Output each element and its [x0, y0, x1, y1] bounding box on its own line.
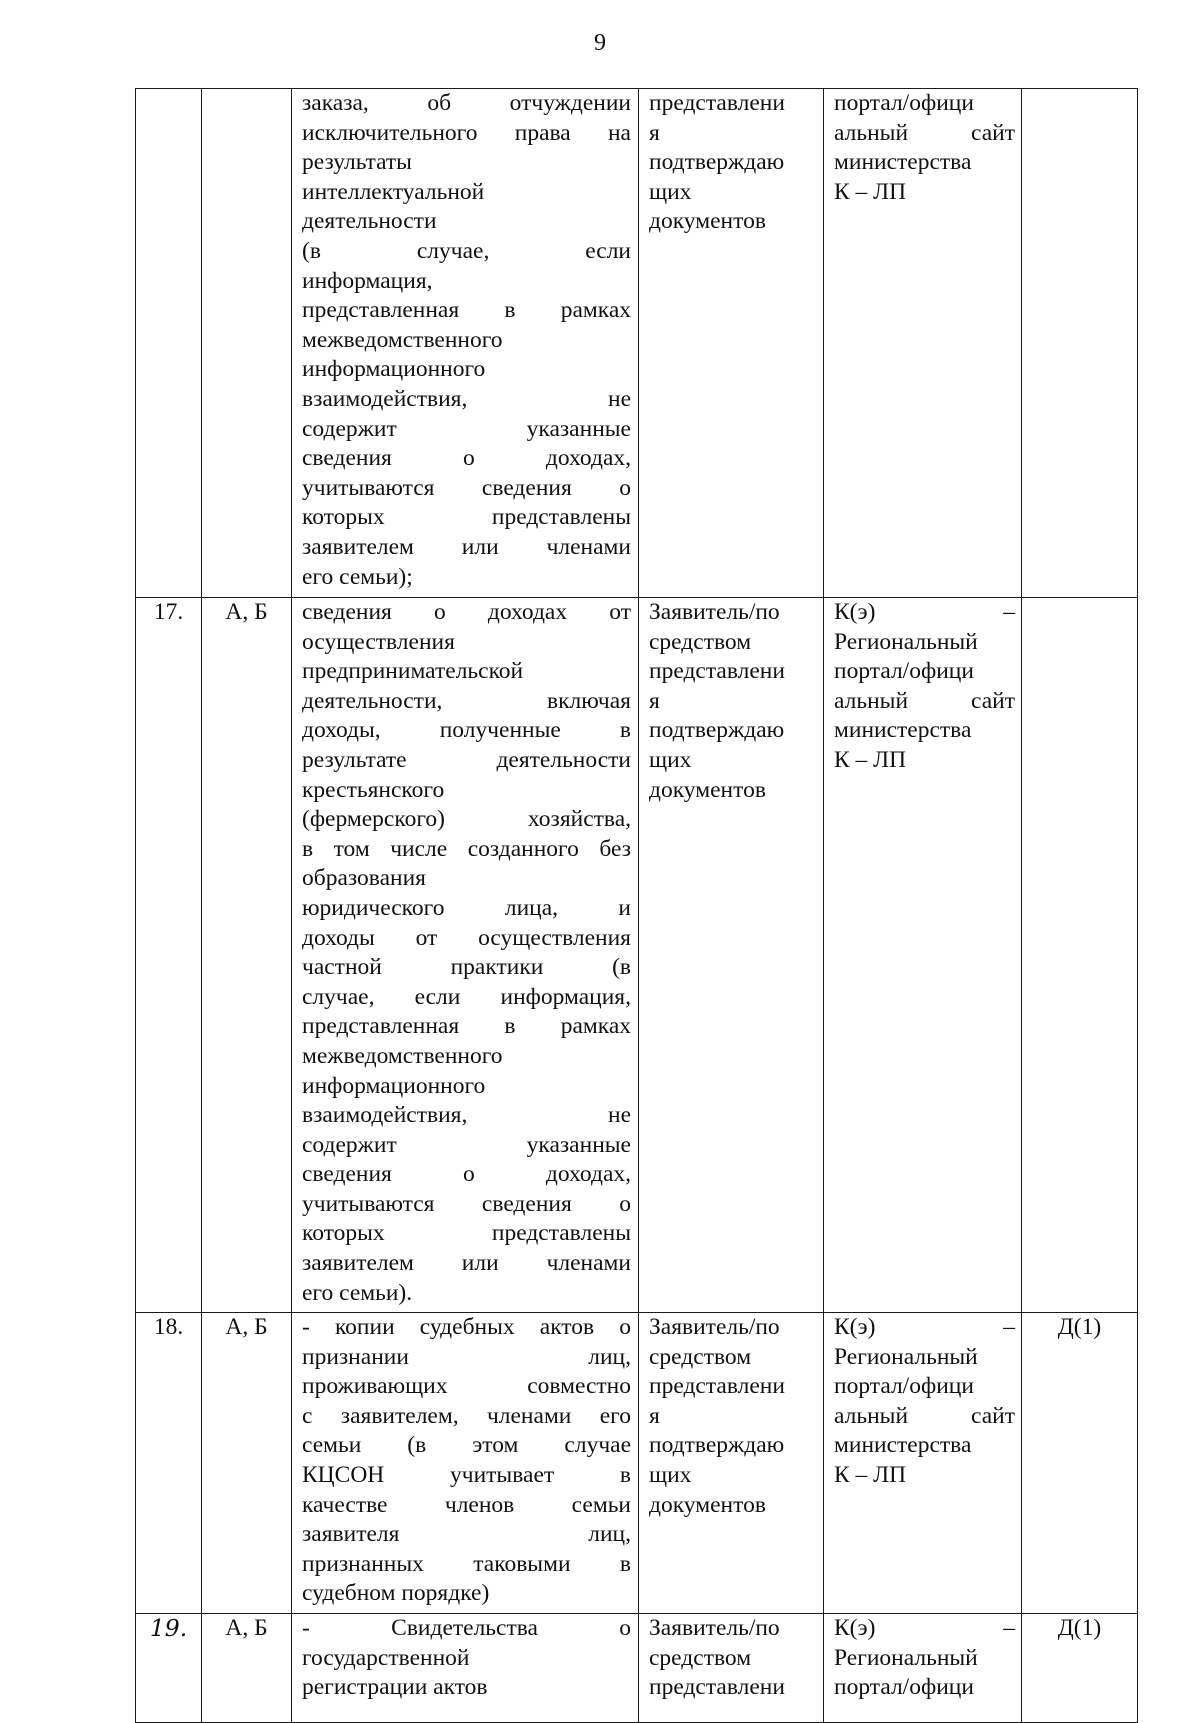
note-cell [1022, 89, 1138, 598]
cell-text-line: средством [649, 1644, 752, 1671]
submitter-cell [639, 1614, 824, 1723]
cell-text-line: министерства [834, 717, 972, 744]
cell-text-line: результате деятельности [302, 746, 631, 773]
cell-text-line: альный сайт [834, 687, 1015, 714]
cell-text-line: сведения о доходах от [302, 599, 631, 625]
cell-text-line: заявителем или членами [302, 533, 631, 560]
cell-text-line: портал/офици [834, 90, 974, 116]
description-cell [292, 1313, 639, 1614]
cell-text-line: подтверждаю [649, 149, 785, 176]
method-cell [824, 1313, 1022, 1614]
cell-text-line: его семьи). [302, 1279, 413, 1306]
cell-text-line: которых представлены [302, 1220, 631, 1247]
cell-text-line: документов [649, 1491, 766, 1518]
document-table [135, 88, 1138, 1723]
table-row [136, 1614, 1138, 1723]
submitter-cell [639, 598, 824, 1313]
cell-text-line: Заявитель/по [649, 1314, 780, 1340]
cell-text-line: судебном порядке) [302, 1580, 490, 1607]
cell-text-line: учитываются сведения о [302, 474, 631, 501]
description-cell [292, 1614, 639, 1723]
cell-text-line: результаты [302, 149, 412, 176]
cell-text-line: Региональный [834, 1644, 978, 1671]
cell-text-line: доходы, полученные в [302, 717, 631, 744]
cell-text-line: подтверждаю [649, 1432, 785, 1459]
cell-text-line: К(э) – [834, 599, 1015, 625]
cell-text-line: министерства [834, 1432, 972, 1459]
cell-text-line: щих [649, 746, 692, 773]
cell-text-line: юридического лица, и [302, 894, 631, 921]
cell-text-line: Заявитель/по [649, 1615, 780, 1641]
cell-text-line: альный сайт [834, 1402, 1015, 1429]
cell-text-line: интеллектуальной [302, 178, 485, 205]
cell-text-line: заявителя лиц, [302, 1521, 631, 1548]
cell-text-line: сведения о доходах, [302, 445, 631, 472]
method-cell [824, 89, 1022, 598]
cell-text-line: я [649, 687, 660, 714]
cell-text-line: заявителем или членами [302, 1250, 631, 1277]
cell-text-line: я [649, 119, 660, 146]
table-row [136, 598, 1138, 1313]
cell-text-line: представленная в рамках [302, 1013, 631, 1040]
cell-text-line: информация, [302, 267, 433, 294]
cell-text-line: содержит указанные [302, 1131, 631, 1158]
cell-text-line: доходы от осуществления [302, 924, 631, 951]
cell-text-line: которых представлены [302, 504, 631, 531]
cell-text-line: его семьи); [302, 563, 413, 590]
cell-text-line: регистрации актов [302, 1674, 488, 1701]
submitter-cell [639, 89, 824, 598]
cell-text-line: представлени [649, 1373, 785, 1400]
cell-text-line: предпринимательской [302, 658, 524, 685]
note-cell: Д(1) [1022, 1313, 1138, 1614]
cell-text-line: качестве членов семьи [302, 1491, 631, 1518]
cell-text-line: государственной [302, 1644, 470, 1671]
cell-text-line: портал/офици [834, 1373, 974, 1400]
cell-text-line: заказа, об отчуждении [302, 90, 631, 116]
table-row [136, 89, 1138, 598]
cell-text-line: К – ЛП [834, 746, 907, 773]
cell-text-line: взаимодействия, не [302, 385, 631, 412]
cell-text-line: средством [649, 628, 752, 655]
cell-text-line: деятельности, включая [302, 687, 631, 714]
cell-text-line: информационного [302, 1072, 486, 1099]
category-cell: А, Б [202, 1614, 292, 1723]
row-number-cell: 18. [136, 1313, 202, 1614]
cell-text-line: признании лиц, [302, 1343, 631, 1370]
row-number-cell: 17. [136, 598, 202, 1313]
cell-text-line: К(э) – [834, 1314, 1015, 1340]
cell-text-line: (в случае, если [302, 237, 631, 264]
cell-text-line: представлени [649, 90, 785, 116]
cell-text-line: образования [302, 865, 426, 892]
description-cell [292, 598, 639, 1313]
cell-text-line: - копии судебных актов о [302, 1314, 631, 1340]
cell-text-line: крестьянского [302, 776, 445, 803]
cell-text-line: представлени [649, 658, 785, 685]
cell-text-line: альный сайт [834, 119, 1015, 146]
cell-text-line: документов [649, 776, 766, 803]
cell-text-line: с заявителем, членами его [302, 1402, 631, 1429]
cell-text-line: КЦСОН учитывает в [302, 1461, 631, 1488]
cell-text-line: межведомственного [302, 326, 503, 353]
cell-text-line: портал/офици [834, 1674, 974, 1701]
cell-text-line: подтверждаю [649, 717, 785, 744]
row-number-cell [136, 89, 202, 598]
description-cell [292, 89, 639, 598]
cell-text-line: К(э) – [834, 1615, 1015, 1641]
page-number: 9 [594, 30, 606, 56]
cell-text-line: министерства [834, 149, 972, 176]
method-cell [824, 598, 1022, 1313]
cell-text-line: семьи (в этом случае [302, 1432, 631, 1459]
cell-text-line: признанных таковыми в [302, 1550, 631, 1577]
cell-text-line: содержит указанные [302, 415, 631, 442]
table-row [136, 1313, 1138, 1614]
cell-text-line: средством [649, 1343, 752, 1370]
note-cell [1022, 598, 1138, 1313]
cell-text-line: деятельности [302, 208, 437, 235]
cell-text-line: случае, если информация, [302, 983, 631, 1010]
category-cell: А, Б [202, 598, 292, 1313]
cell-text-line: взаимодействия, не [302, 1102, 631, 1129]
cell-text-line: К – ЛП [834, 178, 907, 205]
cell-text-line: проживающих совместно [302, 1373, 631, 1400]
category-cell [202, 89, 292, 598]
method-cell [824, 1614, 1022, 1723]
cell-text-line: (фермерского) хозяйства, [302, 806, 631, 833]
cell-text-line: - Свидетельства о [302, 1615, 631, 1641]
cell-text-line: документов [649, 208, 766, 235]
cell-text-line: исключительного права на [302, 119, 631, 146]
note-cell: Д(1) [1022, 1614, 1138, 1723]
cell-text-line: щих [649, 1461, 692, 1488]
cell-text-line: представленная в рамках [302, 297, 631, 324]
submitter-cell [639, 1313, 824, 1614]
cell-text-line: учитываются сведения о [302, 1190, 631, 1217]
cell-text-line: портал/офици [834, 658, 974, 685]
cell-text-line: сведения о доходах, [302, 1161, 631, 1188]
cell-text-line: межведомственного [302, 1042, 503, 1069]
cell-text-line: Заявитель/по [649, 599, 780, 625]
cell-text-line: частной практики (в [302, 954, 631, 981]
cell-text-line: Региональный [834, 1343, 978, 1370]
cell-text-line: осуществления [302, 628, 455, 655]
cell-text-line: в том числе созданного без [302, 835, 631, 862]
cell-text-line: щих [649, 178, 692, 205]
cell-text-line: представлени [649, 1674, 785, 1701]
row-number-cell: 19. [136, 1614, 202, 1723]
cell-text-line: Региональный [834, 628, 978, 655]
cell-text-line: я [649, 1402, 660, 1429]
category-cell: А, Б [202, 1313, 292, 1614]
cell-text-line: информационного [302, 356, 486, 383]
cell-text-line: К – ЛП [834, 1461, 907, 1488]
